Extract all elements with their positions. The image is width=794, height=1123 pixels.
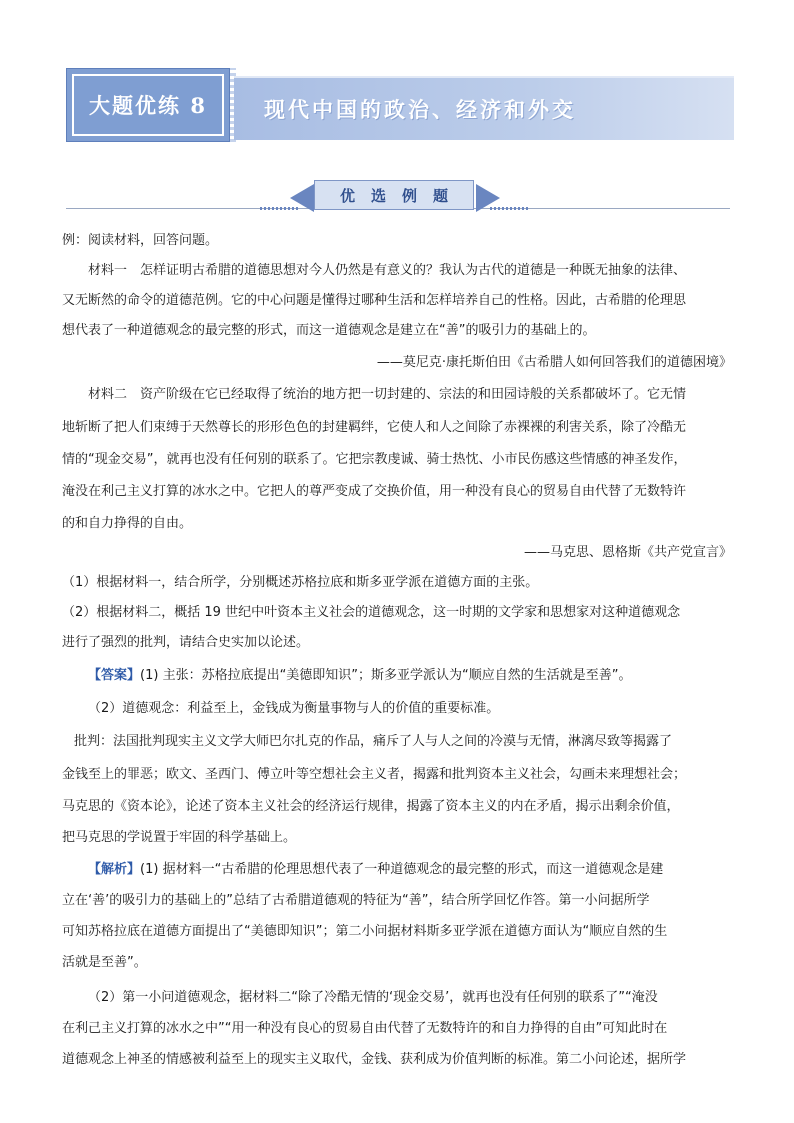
material1-source: ——莫尼克·康托斯伯田《古希腊人如何回答我们的道德困境》 — [376, 355, 732, 370]
answer-tag: 【答案】 — [88, 668, 141, 683]
answer-line-2: （2）道德观念：利益至上，金钱成为衡量事物与人的价值的重要标准。 — [88, 701, 500, 716]
explanation-line: 可知苏格拉底在道德方面提出了“美德即知识”；第二小问据材料斯多亚学派在道德方面认为“顺应自然的生 — [62, 924, 668, 939]
explanation-line-1 — [62, 855, 732, 885]
critique-line: 把马克思的学说置于牢固的科学基础上。 — [62, 830, 297, 845]
answer-text: (1) 主张：苏格拉底提出“美德即知识”；斯多亚学派认为“顺应自然的生活就是至善”。 — [140, 668, 632, 683]
material2-line: 的和自力挣得的自由。 — [62, 516, 193, 531]
question-1: （1）根据材料一，结合所学，分别概述苏格拉底和斯多亚学派在道德方面的主张。 — [62, 575, 539, 590]
explanation-line: 立在‘善’的吸引力的基础上的”总结了古希腊道德观的特征为“善”，结合所学回忆作答。第一小问据所学 — [62, 893, 650, 908]
section-char: 题 — [433, 186, 449, 205]
section-char: 优 — [339, 186, 355, 205]
section-char: 例 — [402, 186, 418, 205]
explanation2-line: 道德观念上神圣的情感被利益至上的现实主义取代，金钱、获利成为价值判断的标准。第二小问论述，据所学 — [62, 1052, 687, 1067]
critique-line: 批判：法国批判现实主义文学大师巴尔扎克的作品，痛斥了人与人之间的冷漠与无情，淋漓尽致等揭露了 — [74, 734, 673, 749]
material1-line: 材料一 怎样证明古希腊的道德思想对今人仍然是有意义的？我认为古代的道德是一种既无抽象的法律、 — [88, 263, 687, 278]
answer-line-1 — [62, 661, 732, 691]
explanation-tag: 【解析】 — [88, 862, 141, 877]
page-title: 现代中国的政治、经济和外交 — [234, 76, 734, 140]
material2-line: 情的“现金交易”，就再也没有任何别的联系了。它把宗教虔诚、骑士热忱、小市民伤感这些情感的神圣发作， — [62, 452, 687, 467]
material1-line: 想代表了一种道德观念的最完整的形式，而这一道德观念是建立在“善”的吸引力的基础上的。 — [62, 323, 596, 338]
material2-line: 淹没在利己主义打算的冰水之中。它把人的尊严变成了交换价值，用一种没有良心的贸易自由代替了无数特许 — [62, 484, 687, 499]
explanation-text: (1) 据材料一“古希腊的伦理思想代表了一种道德观念的最完整的形式，而这一道德观念是建 — [140, 862, 664, 877]
section-badge-box — [314, 180, 474, 210]
material2-source: ——马克思、恩格斯《共产党宣言》 — [523, 545, 732, 560]
explanation-line: 活就是至善”。 — [62, 955, 147, 970]
section-char: 选 — [370, 186, 386, 205]
question-2-line: 进行了强烈的批判，请结合史实加以论述。 — [62, 635, 310, 650]
intro-line: 例：阅读材料，回答问题。 — [62, 233, 219, 248]
header-banner — [66, 68, 734, 142]
material1-line: 又无断然的命令的道德范例。它的中心问题是懂得过哪种生活和怎样培养自己的性格。因此，古希腊的伦理思 — [62, 293, 687, 308]
material2-line: 地斩断了把人们束缚于天然尊长的形形色色的封建羁绊，它使人和人之间除了赤裸裸的利害关系，除了冷酷无 — [62, 420, 687, 435]
badge-arrow-right-icon — [476, 184, 500, 212]
lesson-badge — [66, 68, 230, 142]
critique-line: 马克思的《资本论》，论述了资本主义社会的经济运行规律，揭露了资本主义的内在矛盾，揭示出剩余价值， — [62, 799, 680, 814]
explanation2-line: （2）第一小问道德观念，据材料二“除了冷酷无情的‘现金交易’，就再也没有任何别的联系了”“淹没 — [88, 990, 658, 1005]
material2-line: 材料二 资产阶级在它已经取得了统治的地方把一切封建的、宗法的和田园诗般的关系都破坏了。它无情 — [88, 387, 687, 402]
lesson-badge-label: 大题优练 8 — [72, 74, 224, 136]
section-badge — [290, 180, 500, 216]
badge-arrow-left-icon — [290, 184, 314, 212]
question-2-line: （2）根据材料二，概括 19 世纪中叶资本主义社会的道德观念，这一时期的文学家和思想家对这种道德观念 — [62, 605, 681, 620]
critique-line: 金钱至上的罪恶；欧文、圣西门、傅立叶等空想社会主义者，揭露和批判资本主义社会，勾画未来理想社会； — [62, 767, 687, 782]
explanation2-line: 在利己主义打算的冰水之中”“用一种没有良心的贸易自由代替了无数特许的和自力挣得的自由”可知此时在 — [62, 1021, 668, 1036]
